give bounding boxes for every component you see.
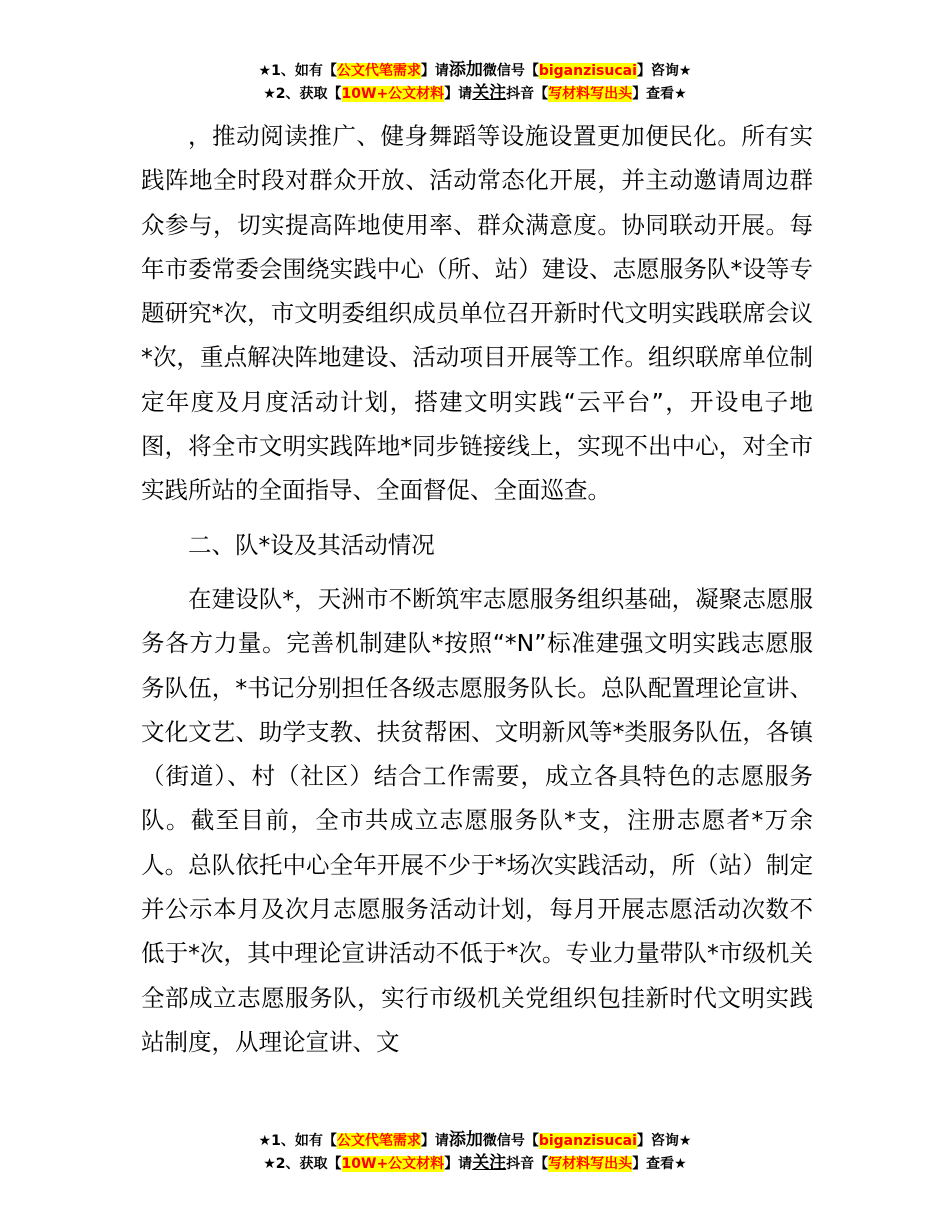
banner-text: ★2、获取【 [263, 1156, 342, 1172]
banner-emphasis: 添加 [448, 1130, 483, 1150]
banner-highlight: 写材料写出头 [548, 86, 633, 102]
banner-highlight: 公文代笔需求 [336, 1133, 421, 1149]
banner-line-2 [0, 1152, 950, 1175]
banner-highlight: 10W+公文材料 [341, 86, 445, 102]
banner-line-1 [0, 1129, 950, 1152]
banner-emphasis: 添加 [448, 60, 483, 80]
body-paragraph: 在建设队*，天洲市不断筑牢志愿服务组织基础，凝聚志愿服务各方力量。完善机制建队*按照“*N”标准建强文明实践志愿服务队伍，*书记分别担任各级志愿服务队长。总队配置理论宣讲、文化文艺、助学支教、扶贫帮困、文明新风等*类服务队伍，各镇（街道）、村（社区）结合工作需要，成立各具特色的志愿服务队。截至目前，全市共成立志愿服务队*支，注册志愿者*万余人。总队依托中心全年开展不少于*场次实践活动，所（站）制定并公示本月及次月志愿服务活动计划，每月开展志愿活动次数不低于*次，其中理论宣讲活动不低于*次。专业力量带队*市级机关全部成立志愿服务队，实行市级机关党组织包挂新时代文明实践站制度，从理论宣讲、文 [141, 584, 813, 1056]
banner-text: 微信号【 [482, 1133, 539, 1149]
header-banner [0, 59, 950, 105]
banner-text: 】咨询★ [636, 63, 692, 79]
banner-highlight: biganzisucai [538, 1133, 637, 1149]
body-paragraph: ，推动阅读推广、健身舞蹈等设施设置更加便民化。所有实践阵地全时段对群众开放、活动常态化开展，并主动邀请周边群众参与，切实提高阵地使用率、群众满意度。协同联动开展。每年市委常委会围绕实践中心（所、站）建设、志愿服务队*设等专题研究*次，市文明委组织成员单位召开新时代文明实践联席会议*次，重点解决阵地建设、活动项目开展等工作。组织联席单位制定年度及月度活动计划，搭建文明实践“云平台”，开设电子地图，将全市文明实践阵地*同步链接线上，实现不出中心，对全市实践所站的全面指导、全面督促、全面巡查。 [141, 122, 813, 505]
banner-line-2 [0, 82, 950, 105]
footer-banner [0, 1129, 950, 1175]
banner-text: 】查看★ [632, 1156, 687, 1172]
banner-text: 抖音【 [506, 1156, 549, 1172]
banner-text: 】请 [444, 86, 473, 102]
banner-emphasis: 关注 [472, 83, 507, 103]
banner-highlight: 10W+公文材料 [341, 1156, 445, 1172]
banner-highlight: 公文代笔需求 [336, 63, 421, 79]
banner-text: 】请 [444, 1156, 473, 1172]
banner-text: ★1、如有【 [258, 1133, 337, 1149]
banner-text: 】请 [420, 1133, 449, 1149]
banner-highlight: biganzisucai [538, 63, 637, 79]
banner-text: 微信号【 [482, 63, 539, 79]
banner-text: 】咨询★ [636, 1133, 692, 1149]
banner-text: 】查看★ [632, 86, 687, 102]
banner-text: 】请 [420, 63, 449, 79]
document-body [141, 114, 813, 1064]
banner-emphasis: 关注 [472, 1153, 507, 1173]
banner-text: ★1、如有【 [258, 63, 337, 79]
section-heading: 二、队*设及其活动情况 [188, 530, 435, 559]
banner-text: 抖音【 [506, 86, 549, 102]
banner-highlight: 写材料写出头 [548, 1156, 633, 1172]
banner-line-1 [0, 59, 950, 82]
banner-text: ★2、获取【 [263, 86, 342, 102]
